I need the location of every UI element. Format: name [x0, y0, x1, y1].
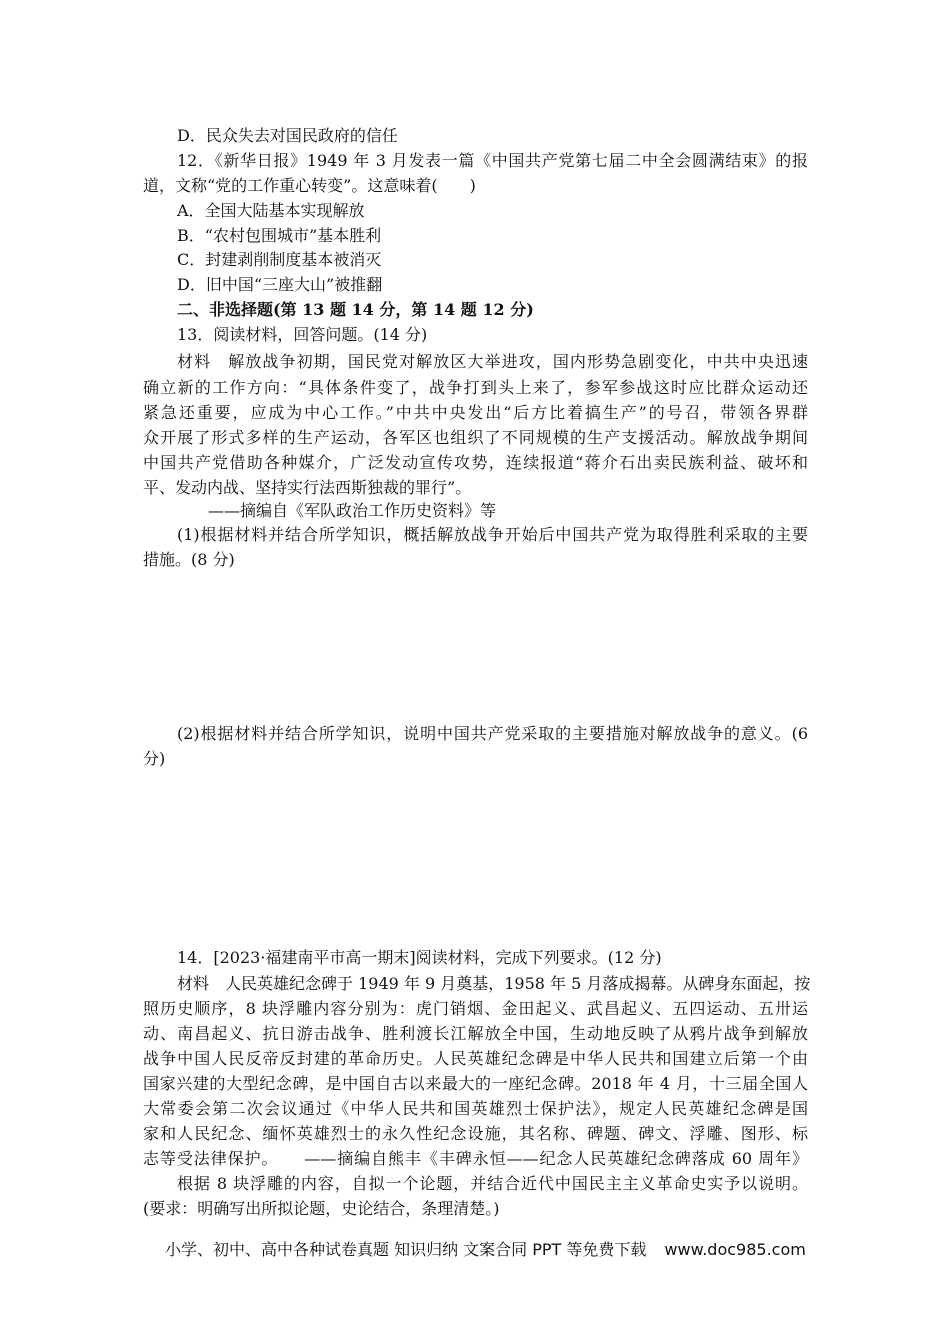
q14-material-line: 材料 人民英雄纪念碑于 1949 年 9 月奠基，1958 年 5 月落成揭幕。从碑身东面起，按	[177, 974, 811, 993]
q12-stem-line2: 道，文称“党的工作重心转变”。这意味着( )	[143, 176, 476, 195]
q13-sub2-line1: (2)根据材料并结合所学知识，说明中国共产党采取的主要措施对解放战争的意义。(6	[177, 724, 808, 743]
q13-material-line: 中国共产党借助各种媒介，广泛发动宣传攻势，连续报道“蒋介石出卖民族利益、破坏和	[143, 453, 808, 472]
footer	[165, 1238, 805, 1262]
q12-option-d: D．旧中国“三座大山”被推翻	[177, 275, 383, 294]
q13-sub1-line1: (1)根据材料并结合所学知识，概括解放战争开始后中国共产党为取得胜利采取的主要	[177, 525, 808, 544]
q14-material-line: 照历史顺序，8 块浮雕内容分别为：虎门销烟、金田起义、武昌起义、五四运动、五卅运	[143, 999, 808, 1018]
q13-material-line: 紧急还重要，应成为中心工作。”中共中央发出“后方比着搞生产”的号召，带领各界群	[143, 403, 808, 422]
q13-material-line: 材料 解放战争初期，国民党对解放区大举进攻，国内形势急剧变化，中共中央迅速	[177, 352, 808, 371]
q13-sub2-line2: 分)	[143, 749, 166, 768]
q13-material-line: 平、发动内战、坚持实行法西斯独裁的罪行”。	[143, 478, 472, 497]
q11-option-d: D．民众失去对国民政府的信任	[177, 126, 398, 145]
q14-material-line: 家和人民纪念、缅怀英雄烈士的永久性纪念设施，其名称、碑题、碑文、浮雕、图形、标	[143, 1124, 808, 1143]
q14-task-line1: 根据 8 块浮雕的内容，自拟一个论题，并结合近代中国民主主义革命史实予以说明。	[177, 1174, 808, 1193]
q14-material-line: 动、南昌起义、抗日游击战争、胜利渡长江解放全中国，生动地反映了从鸦片战争到解放	[143, 1024, 808, 1043]
footer-url[interactable]: www.doc985.com	[664, 1240, 806, 1259]
q12-option-b: B．“农村包围城市”基本胜利	[177, 226, 382, 245]
q12-stem-line1: 12．《新华日报》1949 年 3 月发表一篇《中国共产党第七届二中全会圆满结束》的报	[177, 151, 808, 170]
q13-source: ——摘编自《军队政治工作历史资料》等	[208, 501, 497, 520]
q13-sub1-line2: 措施。(8 分)	[143, 550, 235, 569]
q14-prompt: 14．[2023·福建南平市高一期末]阅读材料，完成下列要求。(12 分)	[177, 948, 662, 967]
q12-option-a: A．全国大陆基本实现解放	[177, 201, 365, 220]
q14-material-line: 志等受法律保护。 ——摘编自熊丰《丰碑永恒——纪念人民英雄纪念碑落成 60 周年》	[143, 1149, 808, 1168]
q13-material-line: 众开展了形式多样的生产运动，各军区也组织了不同规模的生产支援活动。解放战争期间	[143, 428, 808, 447]
q14-material-line: 战争中国人民反帝反封建的革命历史。人民英雄纪念碑是中华人民共和国建立后第一个由	[143, 1049, 808, 1068]
q12-option-c: C．封建剥削制度基本被消灭	[177, 250, 382, 269]
footer-text: 小学、初中、高中各种试卷真题 知识归纳 文案合同 PPT 等免费下载	[165, 1240, 647, 1259]
q14-material-line: 大常委会第二次会议通过《中华人民共和国英雄烈士保护法》，规定人民英雄纪念碑是国	[143, 1099, 808, 1118]
q14-material-line: 国家兴建的大型纪念碑，是中国自古以来最大的一座纪念碑。2018 年 4 月，十三届全国人	[143, 1074, 808, 1093]
section2-heading: 二、非选择题(第 13 题 14 分，第 14 题 12 分)	[177, 300, 534, 319]
q13-material-line: 确立新的工作方向：“具体条件变了，战争打到头上来了，参军参战这时应比群众运动还	[143, 378, 808, 397]
q13-prompt: 13．阅读材料，回答问题。(14 分)	[177, 325, 428, 344]
q14-task-line2: (要求：明确写出所拟论题，史论结合，条理清楚。)	[143, 1199, 500, 1218]
